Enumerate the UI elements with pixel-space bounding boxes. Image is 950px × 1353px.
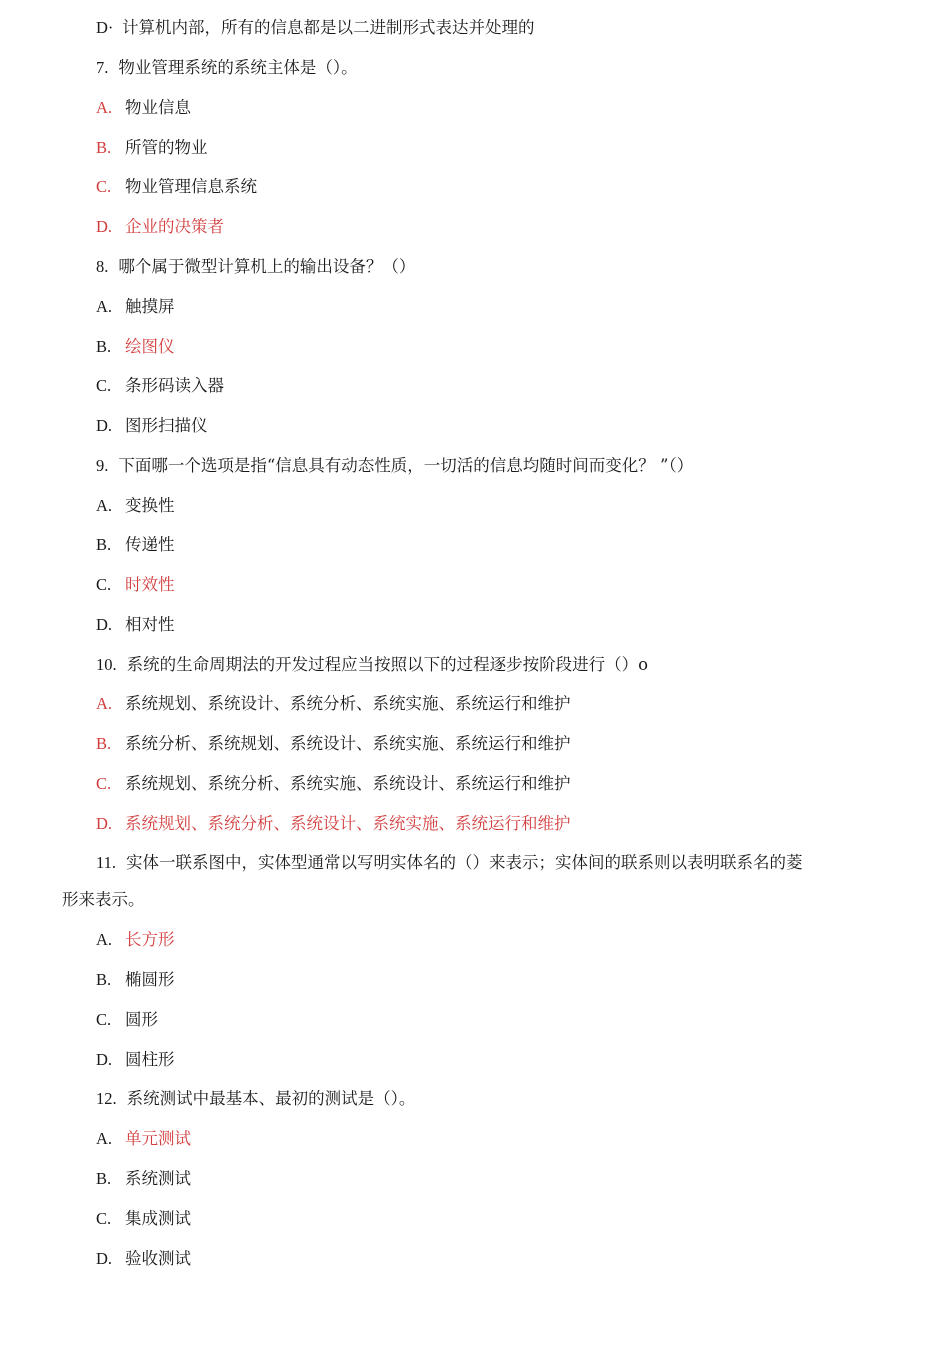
option-text: 系统测试 <box>125 1169 191 1188</box>
option-9b <box>96 535 175 555</box>
option-text: 物业信息 <box>125 98 191 117</box>
option-text: 椭圆形 <box>125 970 175 989</box>
option-letter: C. <box>96 1010 112 1029</box>
option-letter: C. <box>96 774 112 793</box>
question-text: 下面哪一个选项是指“信息具有动态性质，一切活的信息均随时间而变化？ ”（） <box>118 456 694 475</box>
option-letter: A. <box>96 1129 113 1148</box>
option-text: 单元测试 <box>125 1129 191 1148</box>
question-text: 哪个属于微型计算机上的输出设备？（） <box>118 257 416 276</box>
option-7b <box>96 138 208 158</box>
option-text: 触摸屏 <box>125 297 175 316</box>
option-text: 条形码读入器 <box>125 376 224 395</box>
option-line <box>96 18 535 38</box>
option-12d <box>96 1249 191 1269</box>
option-7d-answer <box>96 217 224 237</box>
option-12b <box>96 1169 191 1189</box>
option-10c <box>96 774 571 794</box>
option-text: 系统规划、系统分析、系统实施、系统设计、系统运行和维护 <box>125 774 571 793</box>
option-text: 变换性 <box>125 496 175 515</box>
option-text: 时效性 <box>125 575 175 594</box>
option-letter: B. <box>96 138 112 157</box>
option-10b <box>96 734 571 754</box>
question-11 <box>96 853 803 873</box>
question-number: 12. <box>96 1089 117 1108</box>
option-letter: B. <box>96 337 112 356</box>
option-letter: D. <box>96 1249 113 1268</box>
question-text: 系统测试中最基本、最初的测试是（）。 <box>126 1089 416 1108</box>
option-7a <box>96 98 191 118</box>
option-9d <box>96 615 175 635</box>
question-number: 7. <box>96 58 109 77</box>
option-11c <box>96 1010 158 1030</box>
option-letter: B. <box>96 535 112 554</box>
option-text: 系统规划、系统设计、系统分析、系统实施、系统运行和维护 <box>125 694 571 713</box>
option-text: 圆柱形 <box>125 1050 175 1069</box>
option-letter: A. <box>96 496 113 515</box>
option-12c <box>96 1209 191 1229</box>
option-letter: B. <box>96 1169 112 1188</box>
option-8c <box>96 376 224 396</box>
option-10a <box>96 694 571 714</box>
option-11d <box>96 1050 175 1070</box>
option-text: 验收测试 <box>125 1249 191 1268</box>
option-letter: D. <box>96 615 113 634</box>
option-11b <box>96 970 175 990</box>
question-text: 系统的生命周期法的开发过程应当按照以下的过程逐步按阶段进行（）o <box>126 655 649 674</box>
option-12a-answer <box>96 1129 191 1149</box>
question-text: 实体一联系图中，实体型通常以写明实体名的（）来表示；实体间的联系则以表明联系名的菱 <box>126 853 803 872</box>
question-11-continuation <box>62 890 145 910</box>
option-letter: A. <box>96 694 113 713</box>
option-text: 所管的物业 <box>125 138 208 157</box>
option-8b-answer <box>96 337 175 357</box>
option-letter: C. <box>96 575 112 594</box>
question-number: 10. <box>96 655 117 674</box>
question-number: 8. <box>96 257 109 276</box>
option-letter: C. <box>96 376 112 395</box>
option-7c <box>96 177 257 197</box>
option-text: 系统分析、系统规划、系统设计、系统实施、系统运行和维护 <box>125 734 571 753</box>
question-number: 9. <box>96 456 109 475</box>
option-letter: D. <box>96 416 113 435</box>
option-text: 传递性 <box>125 535 175 554</box>
question-8 <box>96 257 415 277</box>
option-text: 企业的决策者 <box>125 217 224 236</box>
option-text: 长方形 <box>125 930 175 949</box>
option-letter: C. <box>96 1209 112 1228</box>
option-text: 绘图仪 <box>125 337 175 356</box>
option-letter: D. <box>96 217 113 236</box>
option-10d-answer <box>96 814 571 834</box>
option-letter: B. <box>96 734 112 753</box>
option-letter: B. <box>96 970 112 989</box>
option-text: 图形扫描仪 <box>125 416 208 435</box>
question-number: 11. <box>96 853 117 872</box>
option-letter: D· <box>96 18 114 37</box>
option-8a <box>96 297 175 317</box>
question-7 <box>96 58 358 78</box>
option-11a-answer <box>96 930 175 950</box>
option-letter: D. <box>96 1050 113 1069</box>
option-8d <box>96 416 208 436</box>
option-text: 计算机内部，所有的信息都是以二进制形式表达并处理的 <box>122 18 535 37</box>
option-9a <box>96 496 175 516</box>
question-12 <box>96 1089 415 1109</box>
option-9c-answer <box>96 575 175 595</box>
option-letter: C. <box>96 177 112 196</box>
option-letter: A. <box>96 297 113 316</box>
question-text: 形来表示。 <box>62 890 145 909</box>
option-text: 相对性 <box>125 615 175 634</box>
option-text: 系统规划、系统分析、系统设计、系统实施、系统运行和维护 <box>125 814 571 833</box>
question-9 <box>96 456 693 476</box>
option-letter: A. <box>96 98 113 117</box>
question-text: 物业管理系统的系统主体是（）。 <box>118 58 358 77</box>
option-text: 集成测试 <box>125 1209 191 1228</box>
option-text: 圆形 <box>125 1010 158 1029</box>
option-text: 物业管理信息系统 <box>125 177 257 196</box>
question-10 <box>96 655 648 675</box>
option-letter: A. <box>96 930 113 949</box>
option-letter: D. <box>96 814 113 833</box>
